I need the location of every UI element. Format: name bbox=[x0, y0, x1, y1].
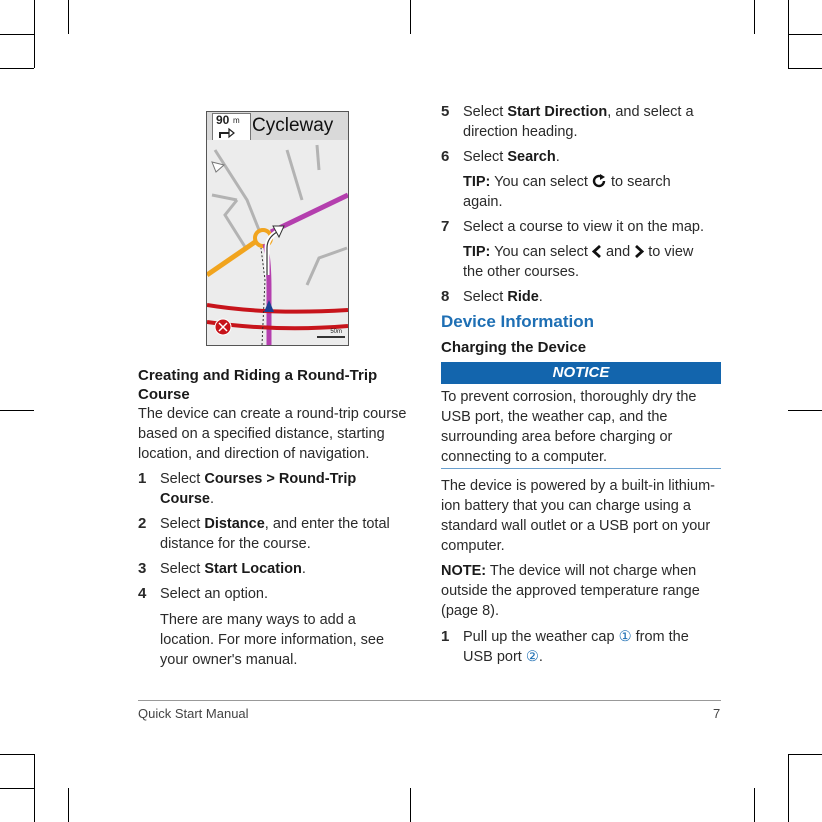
crop-mark bbox=[410, 0, 411, 34]
section-title: Creating and Riding a Round-Trip Course bbox=[138, 367, 378, 403]
crop-mark bbox=[34, 0, 35, 68]
crop-mark bbox=[68, 0, 69, 34]
callout-1: ① bbox=[618, 629, 632, 645]
callout-2: ② bbox=[525, 649, 539, 665]
chevron-right-icon bbox=[634, 245, 644, 258]
crop-mark bbox=[788, 34, 822, 35]
battery-paragraph: The device is powered by a built-in lithium- ion battery that you can charge using a standard wall outlet or a USB port on your computer. bbox=[441, 478, 716, 554]
map-scale: 50m bbox=[330, 329, 342, 335]
notice-banner: NOTICE bbox=[441, 362, 721, 384]
crop-mark bbox=[34, 754, 35, 822]
map-canvas bbox=[207, 140, 348, 345]
turn-right-icon bbox=[217, 127, 237, 139]
intro-paragraph: The device can create a round-trip course based on a specified distance, starting location, and direction of navigation. bbox=[138, 406, 407, 462]
footer-title: Quick Start Manual bbox=[138, 706, 249, 721]
turn-distance-box bbox=[212, 113, 251, 141]
crop-mark bbox=[788, 68, 822, 69]
crop-mark bbox=[0, 68, 34, 69]
crop-mark bbox=[0, 410, 34, 411]
notice-divider bbox=[441, 468, 721, 469]
crop-mark bbox=[788, 754, 789, 822]
note-paragraph: NOTE: The device will not charge when outside the approved temperature range (page 8). bbox=[441, 563, 700, 619]
crop-mark bbox=[788, 754, 822, 755]
chevron-left-icon bbox=[592, 245, 602, 258]
turn-distance-unit: m bbox=[233, 116, 240, 125]
crop-mark bbox=[788, 410, 822, 411]
road-name: Cycleway bbox=[252, 115, 334, 136]
refresh-icon bbox=[592, 174, 607, 188]
crop-mark bbox=[788, 0, 789, 68]
crop-mark bbox=[68, 788, 69, 822]
crop-mark bbox=[754, 788, 755, 822]
crop-mark bbox=[410, 788, 411, 822]
page-number: 7 bbox=[713, 706, 721, 721]
crop-mark bbox=[754, 0, 755, 34]
turn-banner bbox=[207, 112, 348, 141]
turn-distance: 90 bbox=[216, 113, 230, 127]
tip-search-again: TIP: You can select to search again. bbox=[463, 174, 671, 210]
crop-mark bbox=[0, 788, 34, 789]
charging-subheading: Charging the Device bbox=[441, 339, 587, 356]
notice-text: To prevent corrosion, thoroughly dry the USB port, the weather cap, and the surrounding area before charging or connecting to a computer. bbox=[441, 389, 697, 465]
tip-view-courses: TIP: You can select and to view the other courses. bbox=[463, 244, 694, 280]
crop-mark bbox=[0, 754, 34, 755]
footer-rule bbox=[138, 700, 721, 701]
step-4-note: There are many ways to add a location. For more information, see your owner's manual. bbox=[160, 612, 385, 668]
device-information-heading: Device Information bbox=[441, 312, 595, 331]
crop-mark bbox=[0, 34, 34, 35]
device-map-screen bbox=[206, 111, 349, 346]
